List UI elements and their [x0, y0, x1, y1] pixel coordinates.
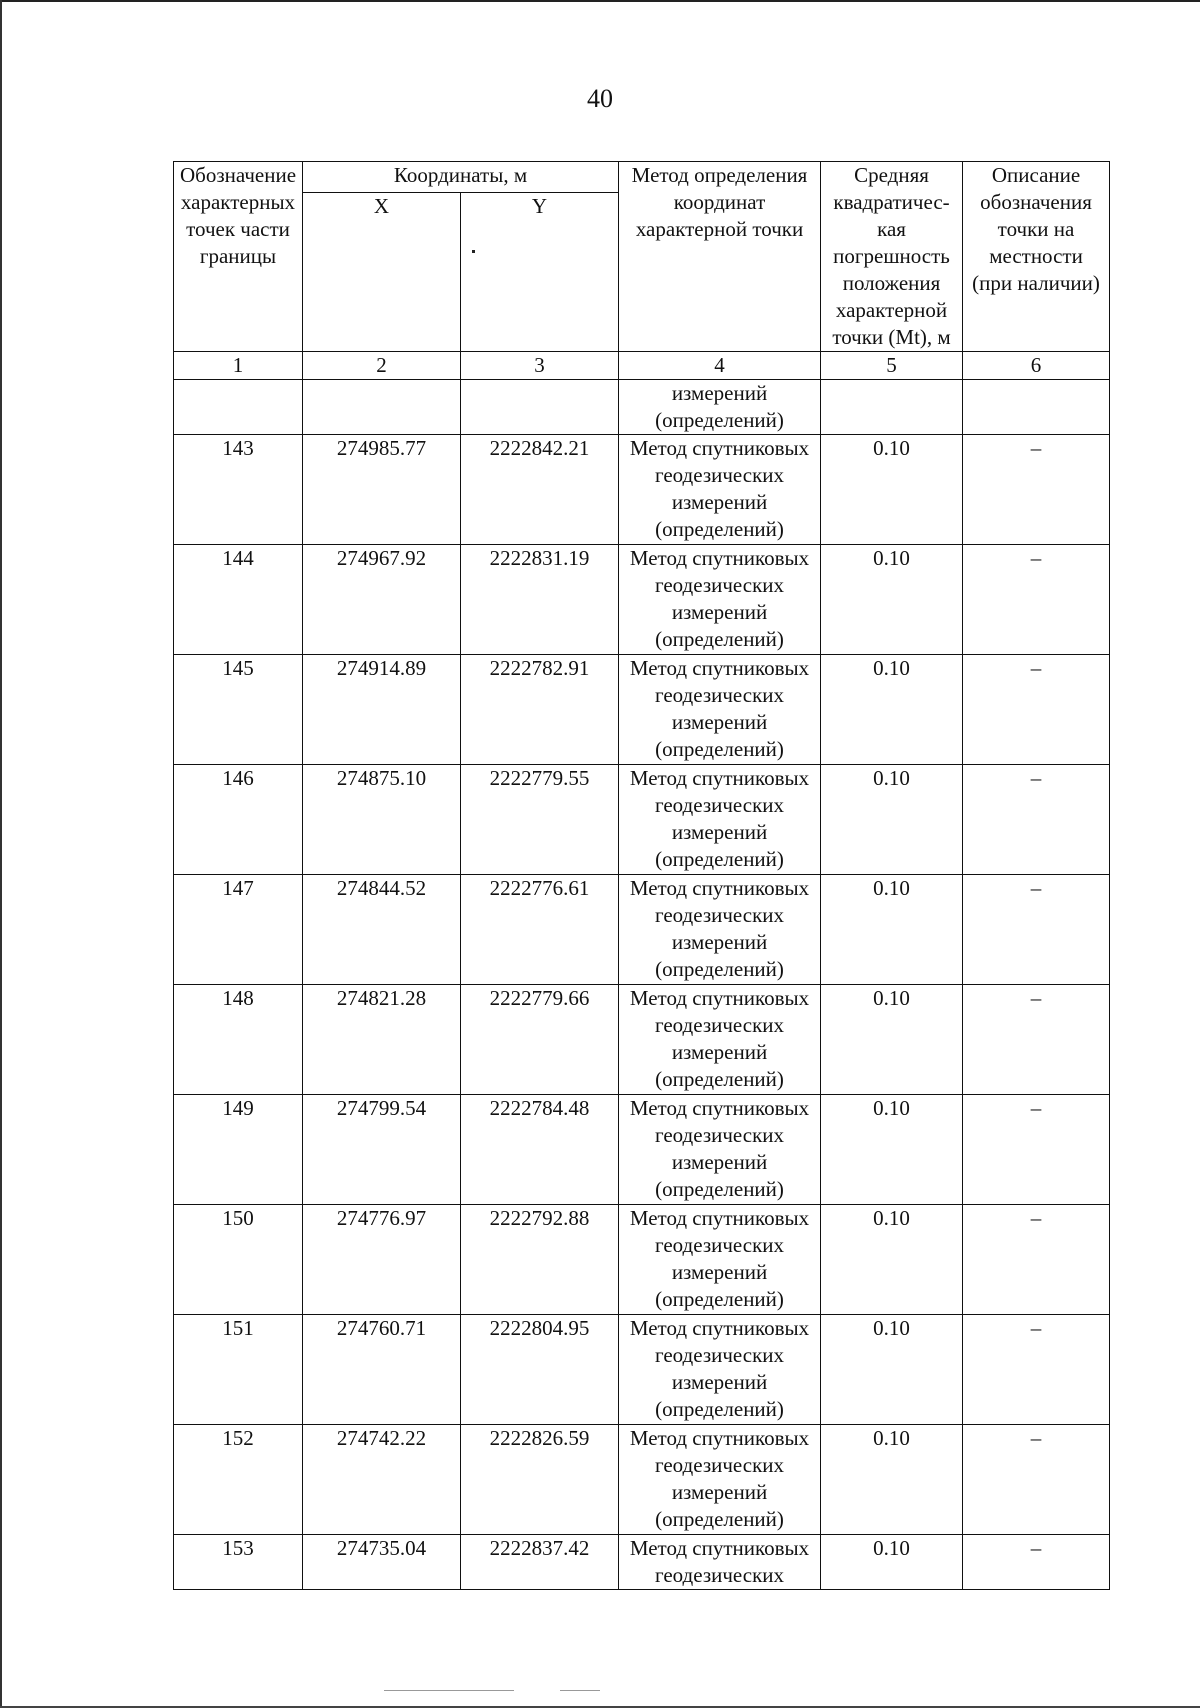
column-number: 5: [821, 352, 963, 380]
cell-y: 2222776.61: [461, 875, 619, 985]
cell-y: 2222831.19: [461, 545, 619, 655]
cell-mt: 0.10: [821, 435, 963, 545]
header-x: X: [303, 192, 461, 351]
cell-mt: 0.10: [821, 1535, 963, 1590]
cell-y: 2222792.88: [461, 1205, 619, 1315]
cell-desc: –: [963, 985, 1110, 1095]
cell-desc: –: [963, 1425, 1110, 1535]
cell-desc: –: [963, 765, 1110, 875]
cell-desc: –: [963, 1095, 1110, 1205]
cell-mt: 0.10: [821, 765, 963, 875]
table-row-last: [174, 1535, 1110, 1590]
cell-mt: 0.10: [821, 1205, 963, 1315]
cell-x: 274844.52: [303, 875, 461, 985]
cell-y: 2222779.55: [461, 765, 619, 875]
cell-point: [174, 380, 303, 435]
cell-mt: 0.10: [821, 655, 963, 765]
cell-y: 2222826.59: [461, 1425, 619, 1535]
table-row: [174, 1205, 1110, 1315]
cell-desc: –: [963, 1205, 1110, 1315]
cell-y: 2222837.42: [461, 1535, 619, 1590]
cell-x: 274967.92: [303, 545, 461, 655]
cell-mt: 0.10: [821, 985, 963, 1095]
table-row: [174, 875, 1110, 985]
table-row: [174, 545, 1110, 655]
column-number: 6: [963, 352, 1110, 380]
cell-method: Метод спутниковых геодезических измерений (определений): [619, 1315, 821, 1425]
cell-x: 274742.22: [303, 1425, 461, 1535]
header-y: Y: [461, 192, 619, 351]
cell-method: Метод спутниковых геодезических измерений (определений): [619, 875, 821, 985]
cell-method: Метод спутниковых геодезических измерений (определений): [619, 435, 821, 545]
continuation-row: [174, 380, 1110, 435]
cell-y: 2222842.21: [461, 435, 619, 545]
cell-x: 274760.71: [303, 1315, 461, 1425]
cell-point: 150: [174, 1205, 303, 1315]
scan-speck: [472, 250, 475, 253]
cell-desc: –: [963, 875, 1110, 985]
header-designation: Обозначение характерных точек части границы: [174, 162, 303, 352]
header-error: Средняя квадратичес- кая погрешность положения характерной точки (Mt), м: [821, 162, 963, 352]
column-number: 3: [461, 352, 619, 380]
cell-x: 274875.10: [303, 765, 461, 875]
cell-x: 274985.77: [303, 435, 461, 545]
cell-x: 274776.97: [303, 1205, 461, 1315]
cell-point: 152: [174, 1425, 303, 1535]
column-numbers-row: [174, 352, 1110, 380]
cell-y: 2222779.66: [461, 985, 619, 1095]
cell-point: 149: [174, 1095, 303, 1205]
cell-method: Метод спутниковых геодезических измерений (определений): [619, 1095, 821, 1205]
page-number: 40: [587, 84, 613, 113]
table-row: [174, 1315, 1110, 1425]
table-row: [174, 1425, 1110, 1535]
cell-method: измерений (определений): [619, 380, 821, 435]
scan-noise: [560, 1690, 600, 1691]
table-row: [174, 435, 1110, 545]
cell-y: [461, 380, 619, 435]
cell-desc: –: [963, 1315, 1110, 1425]
cell-point: 145: [174, 655, 303, 765]
header-method: Метод определения координат характерной точки: [619, 162, 821, 352]
scan-edge-top: [0, 0, 1200, 2]
cell-mt: 0.10: [821, 1095, 963, 1205]
cell-point: 148: [174, 985, 303, 1095]
cell-x: 274914.89: [303, 655, 461, 765]
cell-point: 143: [174, 435, 303, 545]
table-row: [174, 1095, 1110, 1205]
header-row-1: [174, 162, 1110, 193]
cell-y: 2222804.95: [461, 1315, 619, 1425]
table-body: [174, 435, 1110, 1535]
column-number: 4: [619, 352, 821, 380]
scan-noise: [384, 1690, 514, 1691]
header-description: Описание обозначения точки на местности (при наличии): [963, 162, 1110, 352]
boundary-points-table: [173, 161, 1110, 1590]
cell-method: Метод спутниковых геодезических: [619, 1535, 821, 1590]
cell-mt: 0.10: [821, 1425, 963, 1535]
header-coordinates: Координаты, м: [303, 162, 619, 193]
table-row: [174, 765, 1110, 875]
cell-method: Метод спутниковых геодезических измерений (определений): [619, 765, 821, 875]
table-row: [174, 985, 1110, 1095]
cell-x: 274735.04: [303, 1535, 461, 1590]
cell-point: 151: [174, 1315, 303, 1425]
cell-method: Метод спутниковых геодезических измерений (определений): [619, 655, 821, 765]
cell-mt: [821, 380, 963, 435]
cell-point: 147: [174, 875, 303, 985]
cell-desc: [963, 380, 1110, 435]
cell-method: Метод спутниковых геодезических измерений (определений): [619, 1425, 821, 1535]
cell-method: Метод спутниковых геодезических измерений (определений): [619, 1205, 821, 1315]
cell-method: Метод спутниковых геодезических измерений (определений): [619, 985, 821, 1095]
cell-desc: –: [963, 655, 1110, 765]
cell-method: Метод спутниковых геодезических измерений (определений): [619, 545, 821, 655]
scan-edge-left: [0, 0, 2, 1708]
cell-mt: 0.10: [821, 875, 963, 985]
cell-mt: 0.10: [821, 545, 963, 655]
cell-y: 2222784.48: [461, 1095, 619, 1205]
table-row: [174, 655, 1110, 765]
column-number: 1: [174, 352, 303, 380]
column-number: 2: [303, 352, 461, 380]
cell-point: 153: [174, 1535, 303, 1590]
cell-point: 144: [174, 545, 303, 655]
cell-desc: –: [963, 545, 1110, 655]
cell-x: 274821.28: [303, 985, 461, 1095]
cell-x: [303, 380, 461, 435]
cell-desc: –: [963, 435, 1110, 545]
cell-y: 2222782.91: [461, 655, 619, 765]
cell-point: 146: [174, 765, 303, 875]
cell-mt: 0.10: [821, 1315, 963, 1425]
cell-x: 274799.54: [303, 1095, 461, 1205]
cell-desc: –: [963, 1535, 1110, 1590]
